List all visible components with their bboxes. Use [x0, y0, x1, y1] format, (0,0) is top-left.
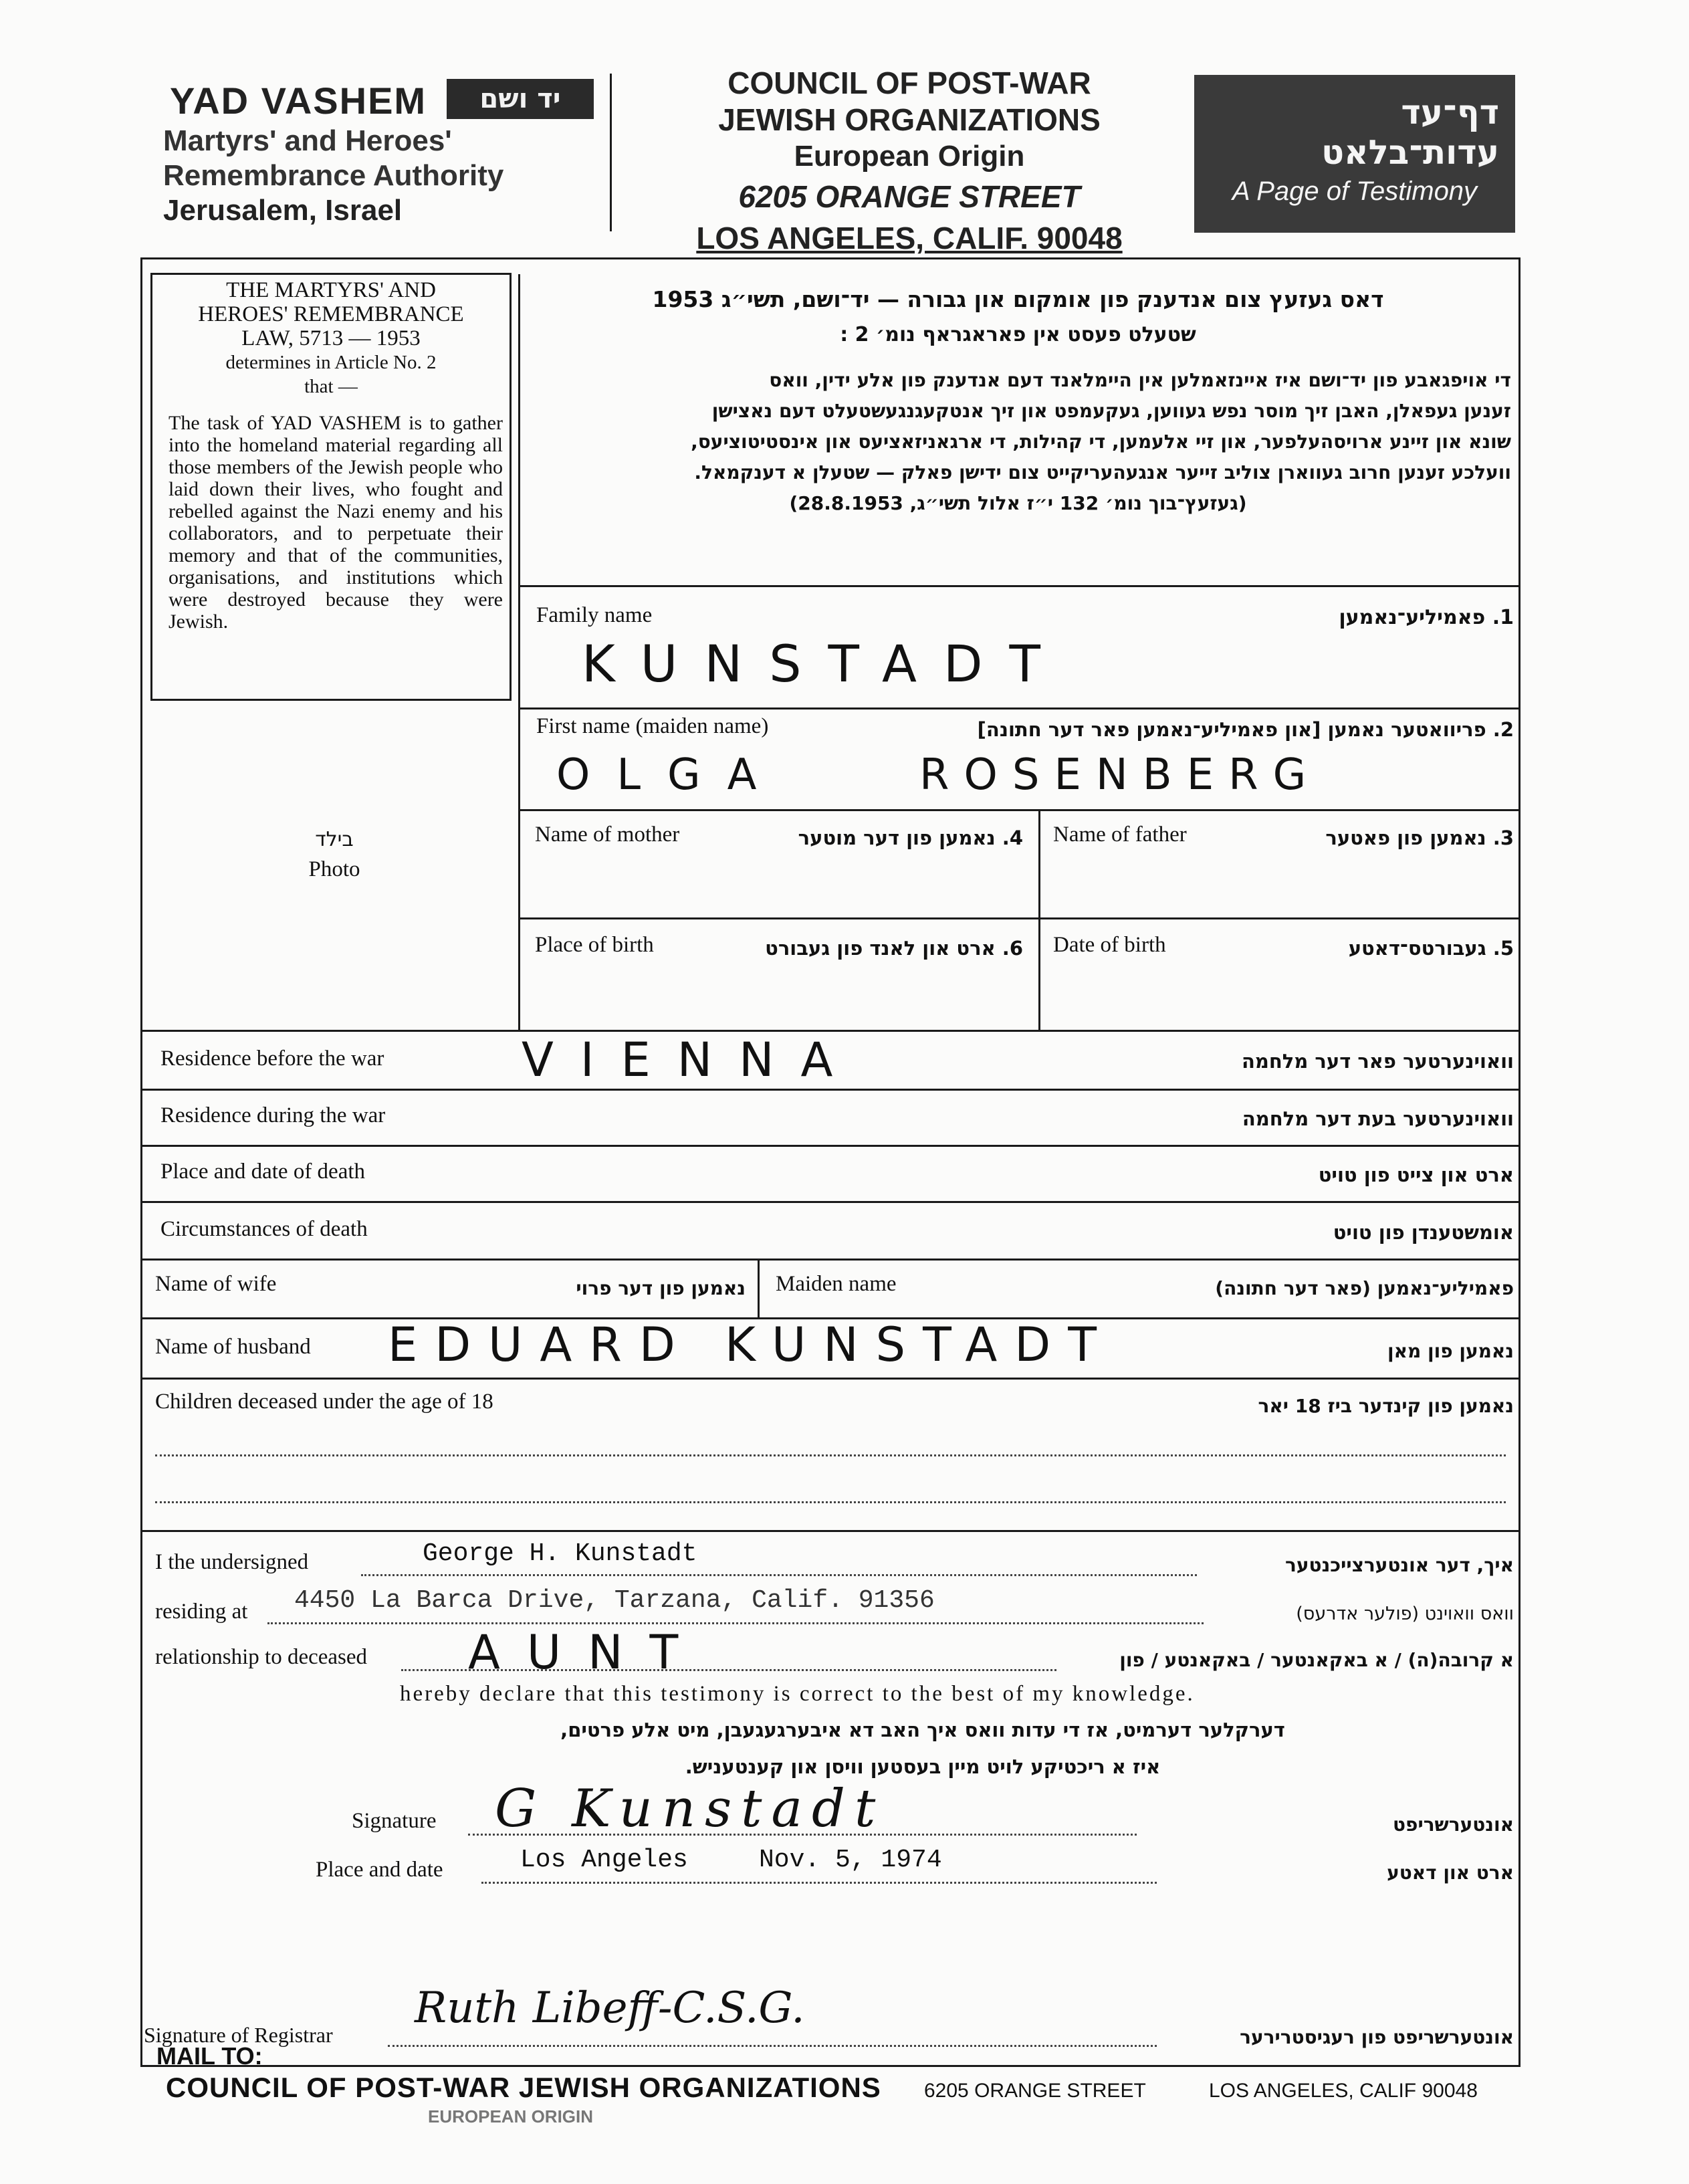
residing-heb: וואס וואוינט (פולער אדרעס): [1296, 1604, 1514, 1624]
signature-value[interactable]: G Kunstadt: [495, 1779, 885, 1839]
registrar-heb: אונטערשריפט פון רעגיסטרירער: [1240, 2026, 1514, 2048]
maiden-name-value[interactable]: ROSENBERG: [919, 750, 1321, 800]
law-title-3: LAW, 5713 — 1953: [241, 326, 421, 350]
rule-residence-during: [142, 1145, 1519, 1147]
yad-vashem-title: YAD VASHEM: [170, 80, 427, 122]
residence-before-value[interactable]: VIENNA: [522, 1032, 860, 1087]
residence-during-label: Residence during the war: [160, 1103, 386, 1127]
testimony-heb-2: עדות־בלאט: [1321, 133, 1499, 172]
law-title-1: THE MARTYRS' AND: [226, 278, 436, 302]
yad-vashem-line-1: Martyrs' and Heroes': [163, 124, 452, 157]
registrar-value[interactable]: Ruth Libeff-C.S.G.: [415, 1983, 805, 2033]
husband-heb: נאמען פון מאן: [1387, 1340, 1514, 1362]
council-line-4: 6205 ORANGE STREET: [738, 179, 1081, 214]
registrar-label: Signature of Registrar: [144, 2023, 333, 2047]
undersigned-dotted: [361, 1574, 1197, 1576]
footer-street: 6205 ORANGE STREET: [924, 2080, 1146, 2102]
mail-to-label: MAIL TO:: [156, 2042, 263, 2070]
council-line-3: European Origin: [794, 140, 1025, 173]
family-name-label: Family name: [536, 603, 653, 627]
yad-vashem-line-2: Remembrance Authority: [163, 159, 504, 192]
wife-heb: נאמען פון דער פרוי: [576, 1277, 746, 1299]
testimony-badge: [1194, 75, 1515, 233]
maiden-heb: פאמיליע־נאמען (פאר דער חתונה): [1215, 1277, 1514, 1299]
council-line-2: JEWISH ORGANIZATIONS: [718, 102, 1101, 137]
yiddish-law-body-2: זענען געפאלן, האבן זיך מוסר נפש געווען, געקעמפט און זיך אנטקעגנגעשטעלט דעם נאצישן: [711, 400, 1511, 422]
photo-label: Photo: [308, 857, 360, 881]
rule-circumstances: [142, 1259, 1519, 1261]
rule-residence-before: [142, 1089, 1519, 1091]
yad-vashem-badge-text: יד ושם: [479, 84, 561, 114]
yad-vashem-badge: [447, 79, 594, 119]
law-box-title: [155, 278, 507, 399]
first-name-heb: 2. פריוואטער נאמען [און פאמיליע־נאמען פאר דער חתונה]: [977, 718, 1514, 741]
circumstances-label: Circumstances of death: [160, 1217, 368, 1241]
residing-label: residing at: [155, 1600, 248, 1624]
undersigned-value[interactable]: George H. Kunstadt: [423, 1539, 697, 1568]
law-title-2: HEROES' REMEMBRANCE: [198, 302, 464, 326]
rule-birth-bottom: [142, 1030, 1519, 1032]
mother-heb: 4. נאמען פון דער מוטער: [798, 827, 1023, 849]
place-date-label: Place and date: [316, 1858, 443, 1882]
family-name-value[interactable]: KUNSTADT: [582, 634, 1067, 693]
law-title-5: that —: [304, 376, 358, 397]
signature-label: Signature: [352, 1809, 437, 1833]
father-heb: 3. נאמען פון פאטער: [1325, 827, 1514, 849]
yiddish-law-body-4: וועלכע זענען חרוב געווארן צוליב זייער אנגעהעריקייט צום ידישן פאלק — שטעלן א דענקמאל.: [694, 461, 1511, 483]
footer-org: COUNCIL OF POST-WAR JEWISH ORGANIZATIONS: [166, 2072, 881, 2103]
residence-before-heb: וואוינערטער פאר דער מלחמה: [1241, 1050, 1514, 1073]
declaration-statement: hereby declare that this testimony is correct to the best of my knowledge.: [400, 1682, 1195, 1706]
yiddish-law-line-2: שטעלט פעסט אין פאראגראף נומ׳ 2 :: [840, 323, 1196, 346]
photo-heb: בילד: [315, 828, 354, 851]
yad-vashem-line-3: Jerusalem, Israel: [163, 194, 403, 227]
yiddish-law-body-3: שונא און זיינע ארויסהעלפער, און זיי אלעמען, די קהילות, די ארגאניזאציעס און אינסטיטוציעס,: [691, 431, 1511, 453]
law-box-body: The task of YAD VASHEM is to gather into the homeland material regarding all those members of the Jewish people who laid down their lives, who fought and rebelled against the Nazi enemy and his collaborators, and to perpetuate their memory and that of the communities, organisations, and institutions which were destroyed because they were Jewish.: [168, 412, 503, 633]
testimony-heb-1: דף־עד: [1401, 93, 1499, 132]
registrar-dotted: [388, 2045, 1157, 2047]
footer-sub: EUROPEAN ORIGIN: [428, 2106, 594, 2126]
wife-label: Name of wife: [155, 1272, 277, 1296]
death-place-heb: ארט און צייט פון טויט: [1318, 1164, 1514, 1186]
rule-first-bottom: [520, 809, 1519, 811]
children-dotted-line-2: [155, 1501, 1506, 1503]
undersigned-heb: איך, דער אונטערצייכנטער: [1285, 1554, 1514, 1576]
place-value[interactable]: Los Angeles: [520, 1846, 688, 1874]
declaration-heb-2: איז א ריכטיקע לויט מיין בעסטען וויסן און קענטעניש.: [685, 1755, 1161, 1778]
place-date-dotted: [481, 1882, 1157, 1884]
council-line-1: COUNCIL OF POST-WAR: [727, 66, 1091, 100]
residence-during-heb: וואוינערטער בעת דער מלחמה: [1242, 1107, 1514, 1130]
yiddish-law-line-1: דאס געזעץ צום אנדענק פון אומקום און גבורה — יד־ושם, תשי״ג 1953: [652, 286, 1384, 312]
rule-family-bottom: [520, 707, 1519, 709]
residing-dotted: [267, 1622, 1204, 1624]
relationship-label: relationship to deceased: [155, 1645, 368, 1669]
declaration-heb-1: דערקלער דערמיט, אז די עדות וואס איך האב דא איבערגעגעבן, מיט אלע פרטים,: [560, 1719, 1285, 1741]
header-divider: [610, 74, 612, 231]
rule-husband: [142, 1378, 1519, 1380]
yiddish-law-body-1: די אויפגאבע פון יד־ושם איז איינזאמלען אין היימלאנד דעם אנדענק פון אלע ידין, וואס: [769, 369, 1511, 391]
footer-city: LOS ANGELES, CALIF 90048: [1209, 2080, 1478, 2102]
place-date-heb: ארט און דאטע: [1387, 1862, 1514, 1884]
residence-before-label: Residence before the war: [160, 1047, 384, 1071]
children-heb: נאמען פון קינדער ביז 18 יאר: [1258, 1395, 1514, 1417]
husband-value[interactable]: EDUARD KUNSTADT: [388, 1317, 1114, 1372]
testimony-english: A Page of Testimony: [1232, 177, 1478, 206]
law-title-4: determines in Article No. 2: [225, 352, 437, 373]
relationship-heb: א קרובה(ה) / א באקאנטער / באקאנטע / פון: [1119, 1649, 1514, 1671]
yiddish-law-block: [525, 281, 1511, 519]
husband-label: Name of husband: [155, 1335, 311, 1359]
yiddish-law-citation: (געזעץ־בוך נומ׳ 132 י״ז אלול תשי״ג, 28.8.1953): [789, 492, 1247, 514]
relationship-value[interactable]: AUNT: [468, 1625, 705, 1680]
birthplace-heb: 6. ארט און לאנד פון געבורט: [765, 937, 1023, 960]
residing-value[interactable]: 4450 La Barca Drive, Tarzana, Calif. 91356: [294, 1586, 935, 1615]
mother-label: Name of mother: [535, 823, 680, 847]
children-dotted-line-1: [155, 1454, 1506, 1456]
rule-children: [142, 1530, 1519, 1532]
rule-parents-bottom: [520, 917, 1519, 919]
signature-heb: אונטערשריפט: [1393, 1814, 1514, 1836]
relationship-dotted: [401, 1669, 1056, 1671]
father-label: Name of father: [1053, 823, 1187, 847]
signature-dotted: [468, 1834, 1137, 1836]
first-name-label: First name (maiden name): [536, 714, 769, 738]
birthdate-heb: 5. געבורטס־דאטע: [1348, 937, 1514, 960]
maiden-label: Maiden name: [776, 1272, 897, 1296]
col-divider-wife: [758, 1260, 760, 1319]
circumstances-heb: אומשטענדן פון טויט: [1333, 1221, 1514, 1244]
council-line-5: LOS ANGELES, CALIF. 90048: [696, 221, 1123, 255]
col-divider-mid: [1038, 810, 1040, 1031]
birthplace-label: Place of birth: [535, 933, 654, 957]
family-name-heb: 1. פאמיליע־נאמען: [1339, 606, 1514, 629]
council-title: [669, 64, 1150, 258]
children-label: Children deceased under the age of 18: [155, 1390, 493, 1414]
date-value[interactable]: Nov. 5, 1974: [759, 1846, 942, 1874]
undersigned-label: I the undersigned: [155, 1550, 309, 1574]
death-place-label: Place and date of death: [160, 1160, 366, 1184]
rule-family-top: [520, 585, 1519, 587]
rule-death-place: [142, 1201, 1519, 1203]
first-name-value[interactable]: OLGA: [556, 750, 784, 800]
birthdate-label: Date of birth: [1053, 933, 1166, 957]
